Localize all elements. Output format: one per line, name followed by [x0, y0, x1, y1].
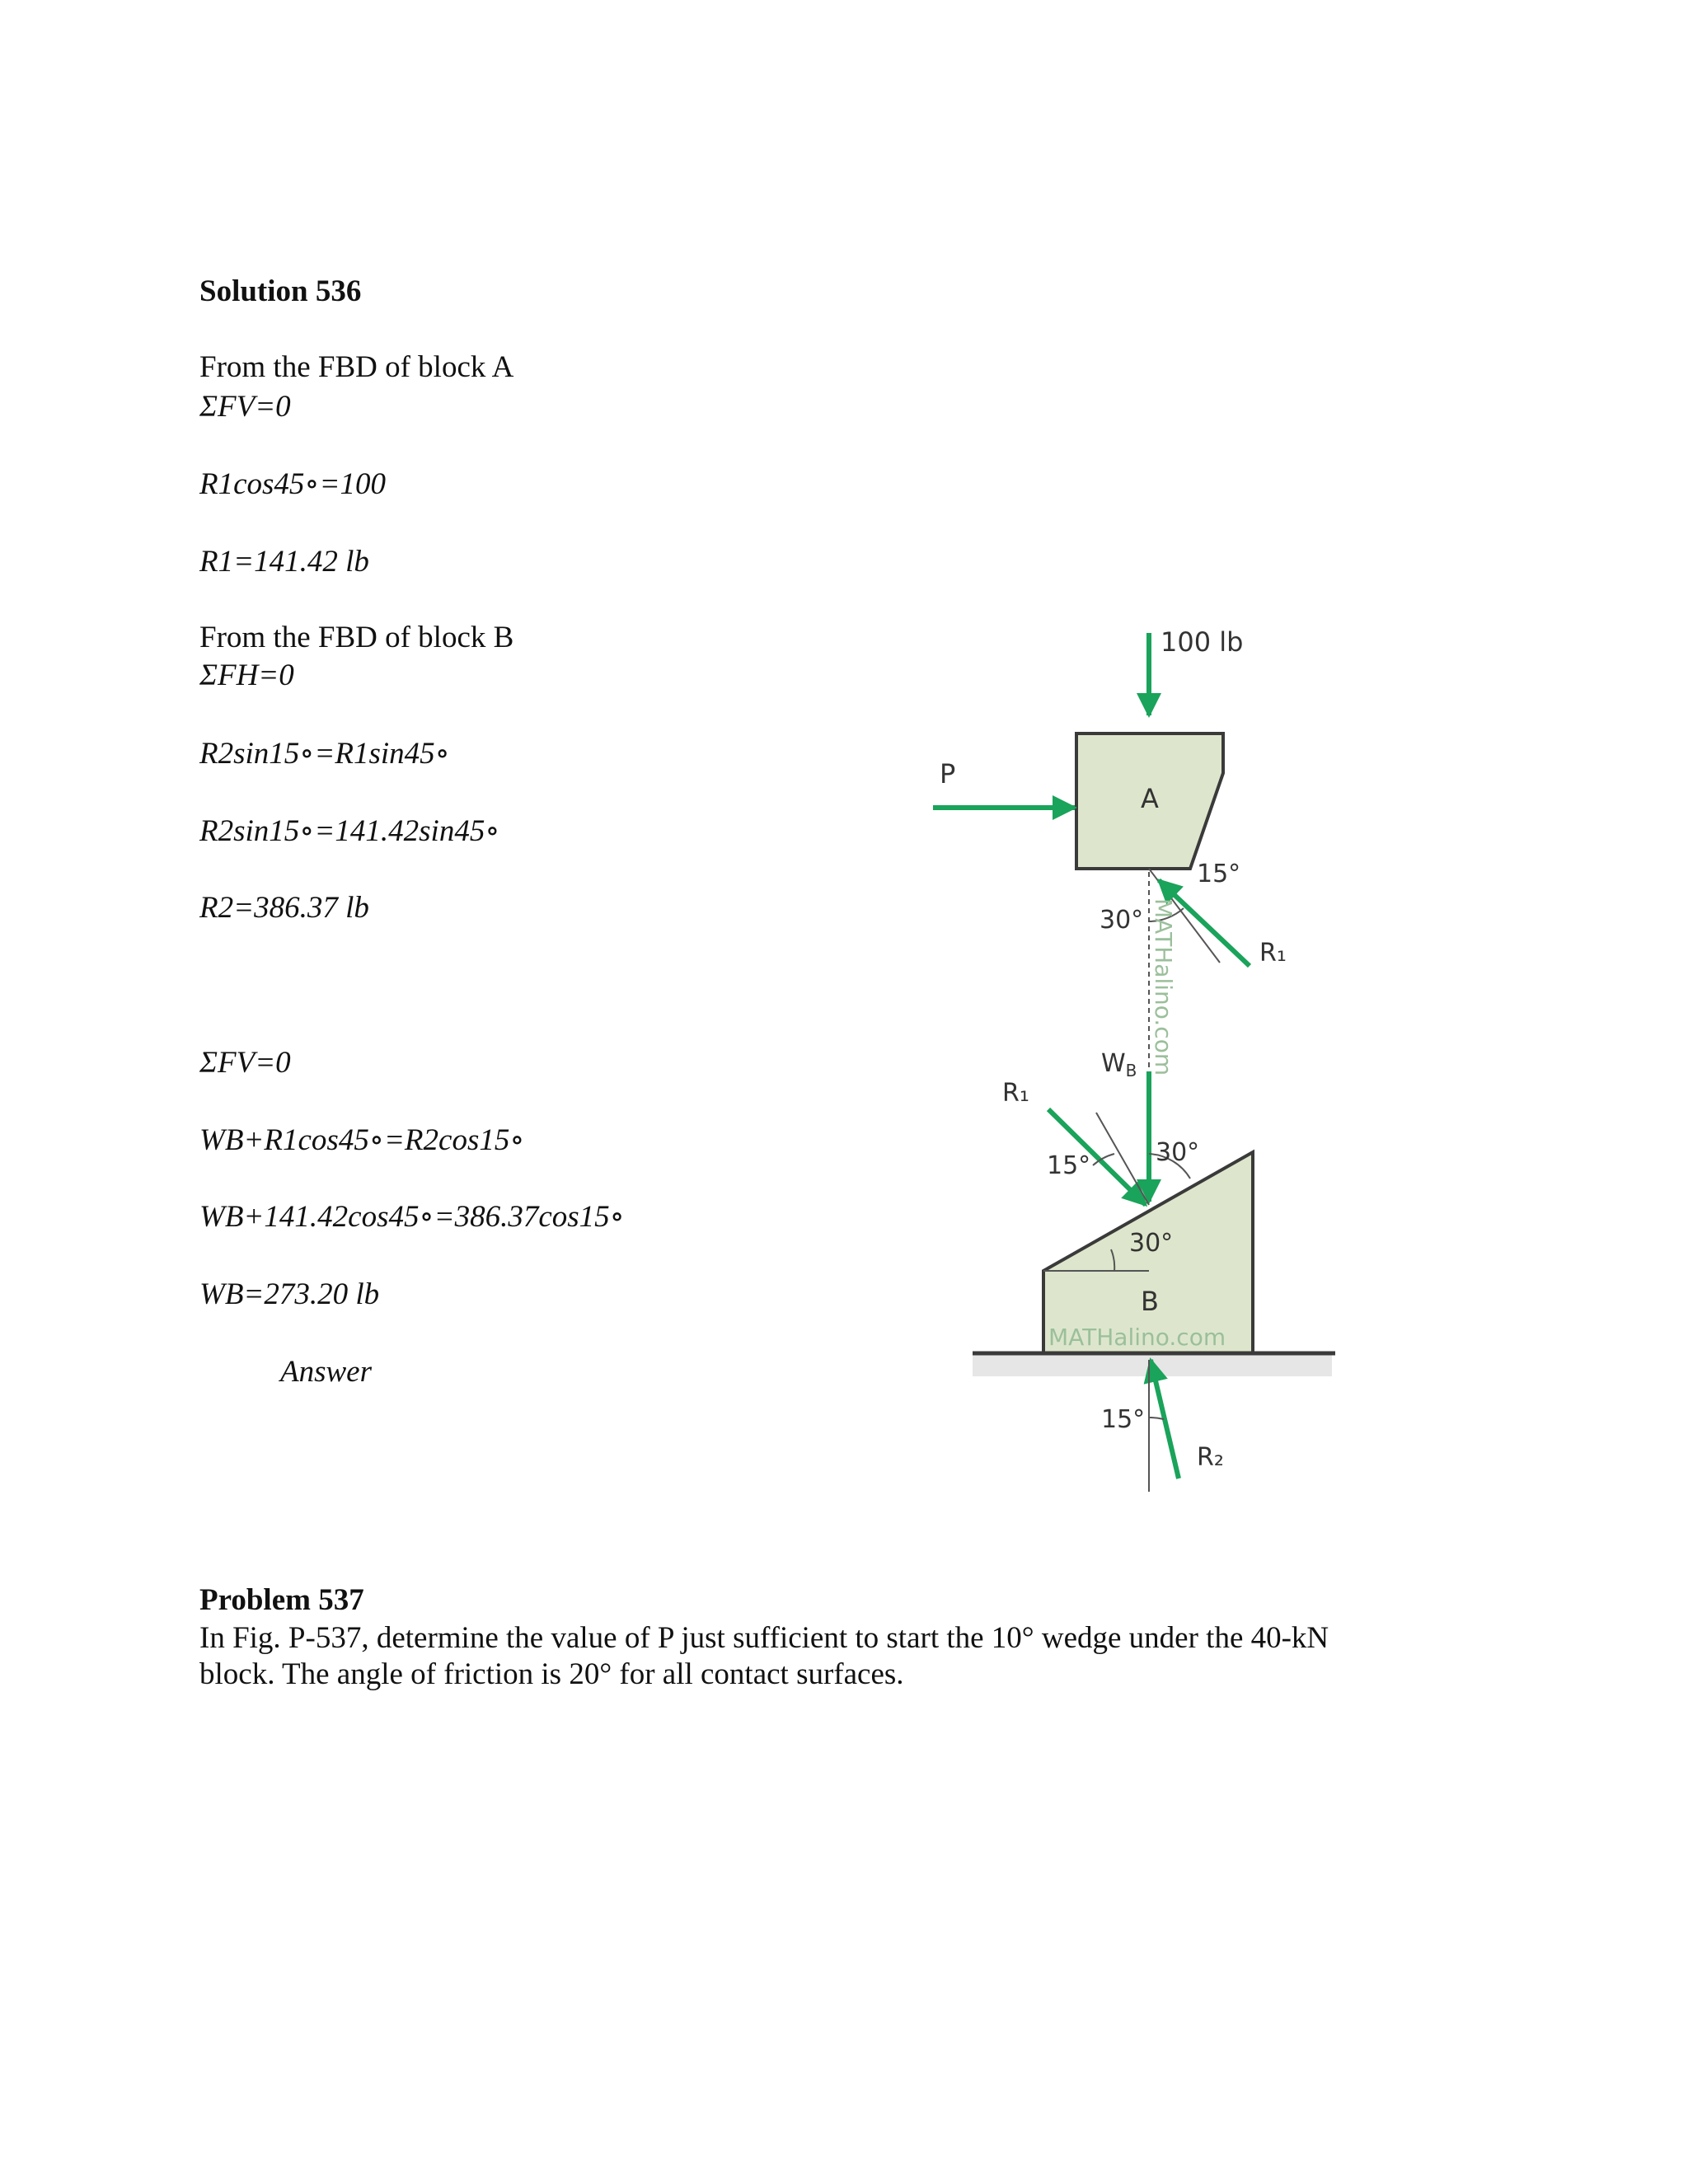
- angle-15-a: 15°: [1197, 860, 1241, 888]
- angle-15-b: 15°: [1047, 1151, 1091, 1180]
- problem-title: Problem 537: [199, 1583, 364, 1617]
- block-b-label: B: [1141, 1286, 1159, 1317]
- equation: WB=273.20 lb: [199, 1277, 380, 1311]
- solution-title: Solution 536: [199, 274, 362, 308]
- solution-intro-b: From the FBD of block B: [199, 621, 514, 654]
- angle-30-a: 30°: [1100, 906, 1144, 935]
- watermark-vertical: MATHalino.com: [1150, 898, 1177, 1076]
- equation: R1cos45∘=100: [199, 467, 387, 501]
- problem-text-line1: In Fig. P-537, determine the value of P just sufficient to start the 10° wedge under the 40-kN: [199, 1621, 1329, 1655]
- r1-label-top: R₁: [1259, 939, 1287, 968]
- equation: R1=141.42 lb: [199, 545, 369, 579]
- angle-30-c: 30°: [1129, 1229, 1174, 1258]
- answer-label: Answer: [280, 1355, 372, 1389]
- equation: ΣFV=0: [199, 1046, 291, 1080]
- equation: R2=386.37 lb: [199, 891, 369, 925]
- r2-label: R₂: [1197, 1443, 1224, 1472]
- equation: ΣFV=0: [199, 390, 291, 424]
- angle-arc-e: [1149, 1418, 1164, 1419]
- equation: R2sin15∘=141.42sin45∘: [199, 814, 500, 848]
- wb-label: $W_B$: [1101, 1049, 1137, 1080]
- slope-line-b: [1096, 1113, 1149, 1205]
- angle-15-c: 15°: [1101, 1405, 1146, 1434]
- angle-30-b: 30°: [1156, 1138, 1200, 1167]
- equation: WB+141.42cos45∘=386.37cos15∘: [199, 1200, 625, 1234]
- problem-text-line2: block. The angle of friction is 20° for all contact surfaces.: [199, 1657, 904, 1691]
- p-label: P: [940, 758, 956, 790]
- block-a-label: A: [1141, 783, 1159, 814]
- watermark-horizontal: MATHalino.com: [1048, 1324, 1226, 1351]
- equation: ΣFH=0: [199, 658, 294, 692]
- r1-label-mid: R₁: [1002, 1079, 1029, 1108]
- r2-force: [1151, 1360, 1179, 1479]
- load-label: 100 lb: [1160, 626, 1244, 658]
- fbd-figure: [907, 610, 1368, 1508]
- equation: WB+R1cos45∘=R2cos15∘: [199, 1123, 525, 1157]
- equation: R2sin15∘=R1sin45∘: [199, 737, 450, 771]
- solution-intro-a: From the FBD of block A: [199, 350, 514, 384]
